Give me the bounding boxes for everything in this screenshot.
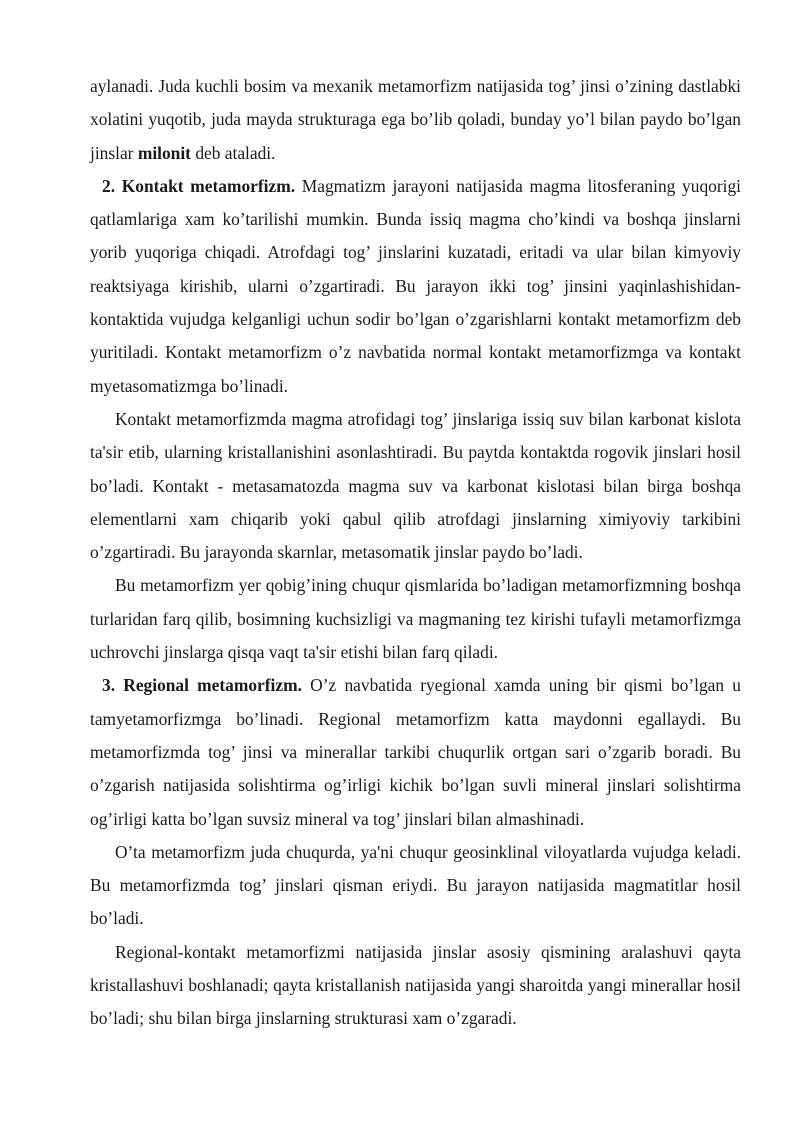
section-heading-regional: 3. Regional metamorfizm. [102,675,302,696]
paragraph-ota-metamorfizm [90,836,741,936]
paragraph-regional-kontakt [90,936,741,1036]
paragraph-milonit [90,70,741,170]
term-milonit: milonit [137,142,191,163]
paragraph-tail: deb ataladi. [190,142,276,163]
paragraph-text: Bu metamorfizm yer qobig’ining chuqur qismlarida bo’ladigan metamorfizmning boshqa turlaridan farq qilib, bosimning kuchsizligi va magmaning tez kirishi tufayli metamorfizmga uchrovchi jinslarga qisqa vaqt ta'sir etishi bilan farq qiladi. [90,575,741,663]
paragraph-regional-metamorfizm [90,669,741,835]
paragraph-text: O’ta metamorfizm juda chuqurda, ya'ni chuqur geosinklinal viloyatlarda vujudga keladi. Bu metamorfizmda tog’ jinslari qisman eriydi. Bu jarayon natijasida magmatitlar hosil bo’ladi. [90,841,741,929]
paragraph-kontakt-metamorfizm [90,170,741,403]
paragraph-metamorfizm-difference [90,569,741,669]
paragraph-text: Regional-kontakt metamorfizmi natijasida jinslar asosiy qismining aralashuvi qayta kristallashuvi boshlanadi; qayta kristallanish natijasida yangi sharoitda yangi minerallar hosil bo’ladi; shu bilan birga jinslarning strukturasi xam o’zgaradi. [90,941,741,1029]
paragraph-text: Kontakt metamorfizmda magma atrofidagi tog’ jinslariga issiq suv bilan karbonat kislota ta'sir etib, ularning kristallanishini asonlashtiradi. Bu paytda kontaktda rogovik jinslari hosil bo’ladi. Kontakt - metasamatozda magma suv va karbonat kislotasi bilan birga boshqa elementlarni xam chiqarib yoki qabul qilib atrofdagi jinslarning ximiyoviy tarkibini o’zgartiradi. Bu jarayonda skarnlar, metasomatik jinslar paydo bo’ladi. [90,408,741,563]
document-page [90,70,741,1036]
section-heading-kontakt: 2. Kontakt metamorfizm. [102,175,296,196]
paragraph-kontakt-details [90,403,741,569]
paragraph-text: Magmatizm jarayoni natijasida magma litosferaning yuqorigi qatlamlariga xam ko’tarilishi mumkin. Bunda issiq magma cho’kindi va boshqa jinslarni yorib yuqoriga chiqadi. Atrofdagi tog’ jinslarini kuzatadi, eritadi va ular bilan kimyoviy reaktsiyaga kirishib, ularni o’zgartiradi. Bu jarayon ikki tog’ jinsini yaqinlashishidan-kontaktida vujudga kelganligi uchun sodir bo’lgan o’zgarishlarni kontakt metamorfizm deb yuritiladi. Kontakt metamorfizm o’z navbatida normal kontakt metamorfizmga va kontakt myetasomatizmga bo’linadi. [90,175,741,396]
paragraph-text: O’z navbatida ryegional xamda uning bir qismi bo’lgan u tamyetamorfizmga bo’linadi. Regional metamorfizm katta maydonni egallaydi. Bu metamorfizmda tog’ jinsi va minerallar tarkibi chuqurlik ortgan sari o’zgarib boradi. Bu o’zgarish natijasida solishtirma og’irligi kichik bo’lgan suvli mineral jinslari solishtirma og’irligi katta bo’lgan suvsiz mineral va tog’ jinslari bilan almashinadi. [90,675,741,829]
paragraph-text: aylanadi. Juda kuchli bosim va mexanik metamorfizm natijasida tog’ jinsi o’zining dastlabki xolatini yuqotib, juda mayda strukturaga ega bo’lib qoladi, bunday yo’l bilan paydo bo’lgan jinslar [90,76,741,163]
